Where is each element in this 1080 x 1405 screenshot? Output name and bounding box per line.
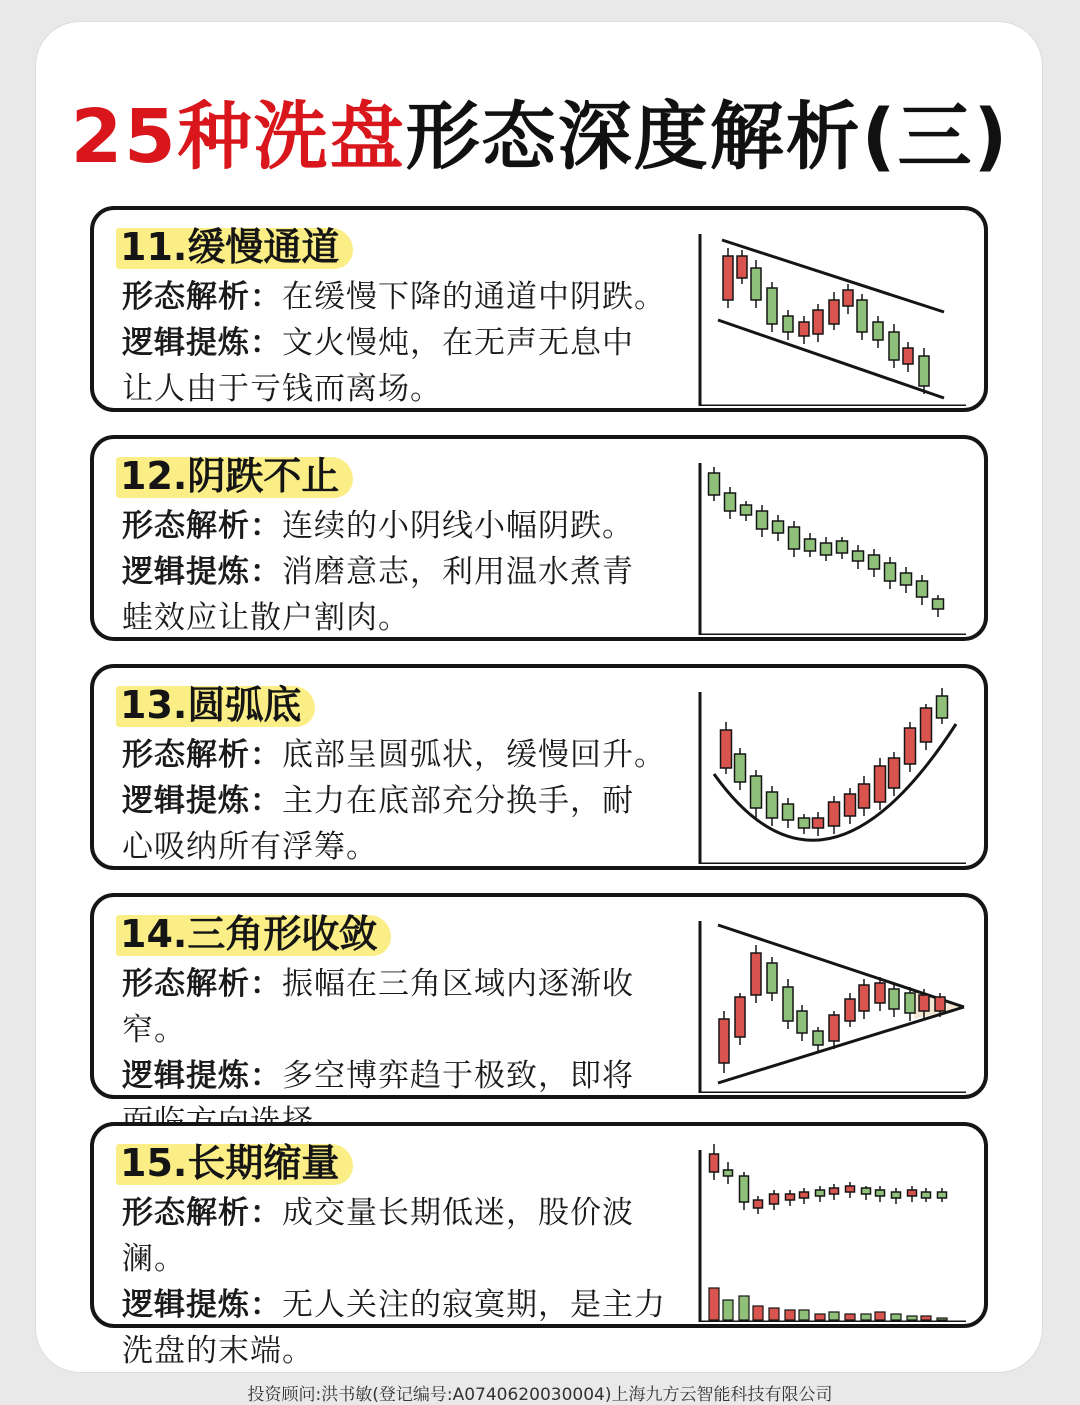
candle-up xyxy=(770,1194,779,1204)
candle-down xyxy=(821,543,832,555)
candle-down xyxy=(789,527,800,549)
candle-down xyxy=(783,987,793,1021)
pattern-description xyxy=(122,732,692,870)
volume-bar xyxy=(785,1310,795,1320)
candle-up xyxy=(859,784,870,808)
candle-down xyxy=(783,804,794,820)
candle-up xyxy=(829,802,840,826)
logic-label: 逻辑提炼： xyxy=(122,1287,282,1323)
candles xyxy=(721,688,948,836)
candle-down xyxy=(837,541,848,553)
candle-down xyxy=(767,963,777,993)
candle-down xyxy=(862,1188,871,1194)
candle-down xyxy=(876,1190,885,1196)
candle-down xyxy=(905,993,915,1013)
candle-down xyxy=(853,551,864,561)
analysis-text: 振幅在三角区域内逐渐收窄。 xyxy=(122,966,634,1048)
logic-text: 无人关注的寂寞期，是主力 xyxy=(282,1287,666,1323)
candle-up xyxy=(875,983,885,1003)
logic-label: 逻辑提炼： xyxy=(122,783,282,819)
candle-down xyxy=(725,493,736,511)
candle-down xyxy=(783,316,793,332)
volume-bar xyxy=(723,1300,733,1320)
volume-bars xyxy=(709,1288,947,1320)
volume-bar xyxy=(769,1308,779,1320)
volume-bar xyxy=(861,1314,871,1320)
candle-down xyxy=(933,599,944,609)
volume-bar xyxy=(815,1314,825,1320)
candle-down xyxy=(751,268,761,300)
candle-up xyxy=(735,997,745,1037)
volume-bar xyxy=(753,1306,763,1320)
candle-up xyxy=(710,1154,719,1172)
pattern-card-11 xyxy=(90,206,988,412)
volume-bar xyxy=(829,1312,839,1320)
logic-label: 逻辑提炼： xyxy=(122,1058,282,1094)
volume-bar xyxy=(709,1288,719,1320)
candles xyxy=(709,467,944,617)
pattern-heading: 14.三角形收敛 xyxy=(116,903,391,958)
pattern-description xyxy=(122,503,692,641)
logic-label: 逻辑提炼： xyxy=(122,325,282,361)
analysis-label: 形态解析： xyxy=(122,737,282,773)
candle-up xyxy=(829,1015,839,1041)
continuous-decline-chart xyxy=(694,449,974,635)
candle-down xyxy=(813,1031,823,1045)
candle-down xyxy=(757,511,768,529)
volume-bar xyxy=(921,1316,931,1320)
volume-bar xyxy=(739,1296,749,1320)
logic-text: 文火慢炖，在无声无息中 xyxy=(282,325,634,361)
pattern-card-15 xyxy=(90,1122,988,1369)
converging-triangle-chart xyxy=(694,907,974,1093)
analysis-label: 形态解析： xyxy=(122,508,282,544)
candle-down xyxy=(797,1011,807,1033)
candle-up xyxy=(908,1190,917,1196)
logic-text-continued: 心吸纳所有浮筹。 xyxy=(122,829,378,865)
volume-bar xyxy=(937,1318,947,1320)
candles xyxy=(723,248,929,394)
chart-axes xyxy=(700,463,966,635)
candle-down xyxy=(937,696,948,718)
pattern-heading: 13.圆弧底 xyxy=(116,674,315,729)
logic-text: 消磨意志，利用温水煮青 xyxy=(282,554,634,590)
pattern-heading: 15.长期缩量 xyxy=(116,1132,353,1187)
candle-down xyxy=(799,818,810,828)
candle-down xyxy=(709,473,720,495)
candle-up xyxy=(903,348,913,364)
candle-up xyxy=(846,1186,855,1192)
candle-down xyxy=(724,1170,733,1176)
candle-down xyxy=(885,563,896,581)
pattern-card-13 xyxy=(90,664,988,870)
candle-up xyxy=(889,758,900,788)
candle-down xyxy=(767,288,777,324)
candle-up xyxy=(721,730,732,768)
candle-down xyxy=(869,555,880,569)
pattern-heading: 11.缓慢通道 xyxy=(116,216,353,271)
candle-up xyxy=(799,322,809,336)
volume-bar xyxy=(875,1312,885,1320)
candle-up xyxy=(754,1200,763,1208)
candle-up xyxy=(813,818,824,828)
logic-text-continued: 洗盘的末端。 xyxy=(122,1333,314,1369)
candle-down xyxy=(889,332,899,360)
volume-bar xyxy=(799,1310,809,1320)
candle-up xyxy=(830,1188,839,1194)
analysis-text: 底部呈圆弧状，缓慢回升。 xyxy=(282,737,666,773)
title-highlight: 25种洗盘 xyxy=(70,94,406,180)
candle-up xyxy=(723,256,733,300)
candle-down xyxy=(773,521,784,533)
candle-up xyxy=(800,1192,809,1198)
volume-bar xyxy=(845,1314,855,1320)
candle-up xyxy=(843,290,853,306)
descending-channel-chart xyxy=(694,220,974,406)
candle-down xyxy=(917,581,928,597)
logic-text: 主力在底部充分换手，耐 xyxy=(282,783,634,819)
candle-down xyxy=(889,989,899,1009)
candle-up xyxy=(875,766,886,802)
pattern-description xyxy=(122,274,692,412)
analysis-label: 形态解析： xyxy=(122,1195,282,1231)
candle-down xyxy=(892,1192,901,1198)
candle-down xyxy=(741,505,752,515)
candle-up xyxy=(786,1194,795,1200)
pattern-card-14 xyxy=(90,893,988,1099)
candle-up xyxy=(905,728,916,764)
analysis-label: 形态解析： xyxy=(122,279,282,315)
logic-label: 逻辑提炼： xyxy=(122,554,282,590)
analysis-label: 形态解析： xyxy=(122,966,282,1002)
candle-up xyxy=(813,310,823,334)
candle-up xyxy=(829,300,839,324)
volume-bar xyxy=(891,1314,901,1320)
candle-up xyxy=(919,995,929,1011)
logic-text-continued: 蛙效应让散户割肉。 xyxy=(122,600,410,636)
candle-down xyxy=(857,300,867,332)
pattern-description xyxy=(122,961,692,1145)
candle-up xyxy=(737,256,747,278)
pattern-description xyxy=(122,1190,692,1374)
candle-down xyxy=(938,1192,947,1198)
page-title xyxy=(0,78,1080,184)
candle-down xyxy=(922,1192,931,1198)
candle-up xyxy=(921,708,932,742)
pattern-card-12 xyxy=(90,435,988,641)
candles xyxy=(710,1144,947,1214)
candle-up xyxy=(859,985,869,1011)
pattern-heading: 12.阴跌不止 xyxy=(116,445,353,500)
candle-up xyxy=(751,953,761,995)
candle-up xyxy=(845,794,856,816)
long-term-low-volume-chart xyxy=(694,1136,974,1322)
candle-down xyxy=(816,1190,825,1196)
candle-down xyxy=(919,356,929,386)
candle-down xyxy=(873,322,883,340)
logic-text-continued: 让人由于亏钱而离场。 xyxy=(122,371,442,407)
candle-down xyxy=(901,573,912,585)
volume-bar xyxy=(907,1316,917,1320)
candle-down xyxy=(805,539,816,551)
analysis-text: 连续的小阴线小幅阴跌。 xyxy=(282,508,634,544)
candle-up xyxy=(719,1019,729,1063)
title-rest: 形态深度解析(三) xyxy=(405,94,1010,180)
candle-down xyxy=(767,792,778,818)
candle-down xyxy=(751,776,762,808)
candle-down xyxy=(740,1176,749,1202)
analysis-text: 成交量长期低迷，股价波澜。 xyxy=(122,1195,634,1277)
rounding-bottom-chart xyxy=(694,678,974,864)
candle-up xyxy=(845,999,855,1021)
analysis-text: 在缓慢下降的通道中阴跌。 xyxy=(282,279,666,315)
logic-text: 多空博弈趋于极致，即将 xyxy=(282,1058,634,1094)
disclaimer-footer: 投资顾问:洪书敏(登记编号:A0740620030004)上海九方云智能科技有限公司 xyxy=(247,1385,833,1405)
candle-up xyxy=(935,997,945,1011)
candle-down xyxy=(735,754,746,782)
